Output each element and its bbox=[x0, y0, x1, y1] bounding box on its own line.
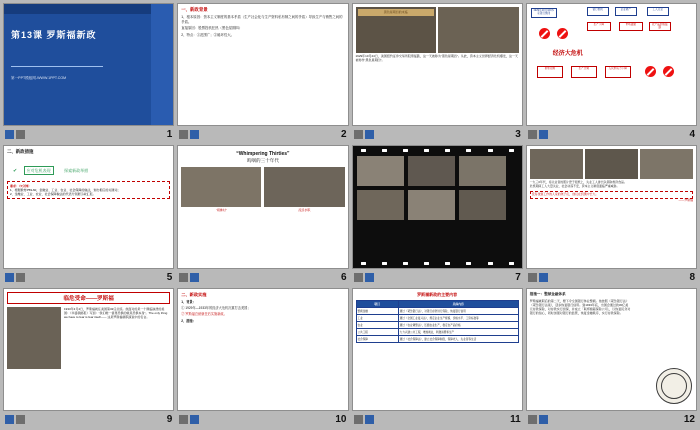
slide-1[interactable] bbox=[3, 3, 174, 126]
slide-4-stop-icon-1 bbox=[539, 28, 550, 39]
slide-9[interactable] bbox=[3, 288, 174, 411]
slide-4[interactable] bbox=[526, 3, 697, 126]
slide-number-3: 3 bbox=[515, 129, 521, 141]
slide-3-photo-building bbox=[438, 7, 519, 53]
slide-4-box-6: 农产品价格猛跌 bbox=[649, 22, 671, 31]
slide-number-12: 12 bbox=[683, 413, 695, 425]
table-row bbox=[356, 307, 518, 314]
slide-6[interactable] bbox=[177, 145, 348, 268]
slide-number-10: 10 bbox=[335, 413, 347, 425]
table-cell-r2c1: 通过《农业调整法》，压缩农业生产，稳定农产品价格 bbox=[398, 321, 518, 328]
slide-1-source: 第一PPT模板网-WWW.1PPT.COM bbox=[11, 76, 67, 80]
slide-10-bg-title: 1、背景： bbox=[181, 299, 196, 304]
slide-cell-7[interactable] bbox=[352, 145, 523, 284]
slide-5-tab-1[interactable]: 应对危机表现 bbox=[24, 166, 54, 175]
slide-3-caption: 1929年10月24日，美国纽约证券交易所股票猛跌，这一天被称为“黑色星期四”。从此，资本主义世界经济危机爆发，这一天被称作“黑色星期四”。 bbox=[355, 54, 518, 62]
thumb-dots-9 bbox=[5, 415, 25, 424]
slide-number-7: 7 bbox=[515, 271, 521, 283]
slide-cell-2[interactable] bbox=[177, 3, 348, 142]
slide-7-film-strip bbox=[353, 146, 522, 267]
table-row bbox=[356, 321, 518, 328]
thumb-dots-2 bbox=[179, 130, 199, 139]
slide-4-box-3: 工人失业 bbox=[647, 7, 669, 16]
table-row bbox=[356, 314, 518, 321]
table-row bbox=[356, 328, 518, 335]
slide-4-box-note: 1929年10月100多家银行倒闭 bbox=[531, 8, 557, 18]
slide-8-line-1: 一九三0年代，将失业者的照片登于报纸上，失业工人排长队领取救济食品。 bbox=[529, 180, 627, 185]
thumb-dots-6 bbox=[179, 273, 199, 282]
table-cell-r2c0: 农业 bbox=[356, 321, 398, 328]
slide-number-4: 4 bbox=[689, 129, 695, 141]
thumb-dots-5 bbox=[5, 273, 25, 282]
slide-12-heading: 措施一：整顿金融体系 bbox=[529, 291, 566, 296]
slide-6-quote-cn: 呜咽的三十年代 bbox=[246, 158, 279, 164]
slide-8-red-note: 没有找到工作的人家的孩子们，他们在饥饿中长大。 bbox=[530, 191, 693, 199]
slide-number-9: 9 bbox=[166, 413, 173, 425]
slide-5-req-2: 2、金融业、工业、农业、社会保障做法的代表分别展示故汇报。 bbox=[10, 192, 96, 197]
slide-10-heading: 二、新政实施 bbox=[181, 291, 207, 297]
slide-8[interactable] bbox=[526, 145, 697, 268]
table-cell-r3c0: 公共工程 bbox=[356, 328, 398, 335]
slide-10-meta bbox=[177, 412, 348, 427]
slide-cell-3[interactable] bbox=[352, 3, 523, 142]
slide-cell-4[interactable] bbox=[526, 3, 697, 142]
slide-4-box-8: 生产过剩 bbox=[571, 66, 597, 78]
table-cell-r1c1: 通过《全国工业复兴法》，规定企业生产规模、价格水平、工资标准等 bbox=[398, 314, 518, 321]
slide-1-rule bbox=[11, 66, 103, 67]
slide-1-meta bbox=[3, 127, 174, 142]
slide-2-line-1: 1、根本原因：资本主义制度的基本矛盾（生产社会化与生产资料私有制之间的矛盾）导致生产与销售之间的矛盾。 bbox=[181, 15, 343, 24]
slide-4-stop-icon-4 bbox=[663, 66, 674, 77]
slide-9-title: 临危受命——罗斯福 bbox=[7, 292, 170, 304]
thumb-dots-11 bbox=[354, 415, 374, 424]
table-cell-r3c1: 大力兴建公共工程，增加就业，刺激消费和生产 bbox=[398, 328, 518, 335]
slide-4-box-4: 生产下降 bbox=[587, 22, 611, 31]
thumb-dots-7 bbox=[354, 273, 374, 282]
slide-4-box-7: 供求失衡 bbox=[537, 66, 563, 78]
slide-2-line-2: 直接原因：股票投机狂热（黑色星期四） bbox=[181, 26, 243, 31]
slide-3[interactable] bbox=[352, 3, 523, 126]
slide-1-sidebar bbox=[151, 4, 173, 125]
slide-5[interactable] bbox=[3, 145, 174, 268]
slide-9-text: 1933年3月4日，罗斯福就任美国第32任总统。他面对的是一个濒临崩溃的美国：《华盛顿邮报》写到：“我们唯一值得恐惧的就是恐惧本身”。The only thing we have to fear is fear itself—— 这是罗斯福就职演说中的名言。 bbox=[64, 306, 168, 319]
slide-5-tab-2[interactable]: 探索新政举措 bbox=[64, 168, 89, 174]
slide-number-6: 6 bbox=[340, 271, 347, 283]
table-cell-r0c1: 通过《紧急银行法》，对银行存款进行保险，恢复银行信用 bbox=[398, 307, 518, 314]
slide-3-meta bbox=[352, 127, 523, 142]
table-cell-r1c0: 工业 bbox=[356, 314, 398, 321]
slide-7-frame-6 bbox=[459, 190, 506, 220]
table-col-0: 项目 bbox=[356, 300, 398, 307]
thumb-dots-4 bbox=[528, 130, 548, 139]
thumb-dots-3 bbox=[354, 130, 374, 139]
slide-10[interactable] bbox=[177, 288, 348, 411]
slide-cell-10[interactable] bbox=[177, 288, 348, 427]
slide-10-bg-1: ① 1929年—1933年的经济大危机沉重打击美国； bbox=[181, 305, 251, 310]
slide-number-2: 2 bbox=[340, 129, 347, 141]
slide-12[interactable] bbox=[526, 288, 697, 411]
slide-cell-11[interactable] bbox=[352, 288, 523, 427]
slide-4-center-label: 经济大危机 bbox=[552, 51, 583, 57]
slide-10-bg-2: ② 罗斯福总统就任后实施新政。 bbox=[181, 312, 227, 317]
slide-4-box-1: 银行倒闭 bbox=[587, 7, 609, 16]
thumb-dots-10 bbox=[179, 415, 199, 424]
slide-cell-1[interactable] bbox=[3, 3, 174, 142]
slide-4-box-2: 企业破产 bbox=[615, 7, 637, 16]
slide-7-frame-4 bbox=[357, 190, 404, 220]
table-header-row bbox=[356, 300, 518, 307]
slide-6-caption-1: “胡佛村” bbox=[215, 208, 227, 213]
slide-11-meta bbox=[352, 412, 523, 427]
slide-11-table bbox=[356, 300, 519, 343]
slide-5-req-1: 1、根据教材P59-60，金融业、工业、农业、社会保障的做法，划出相应的关键词； bbox=[10, 188, 121, 193]
table-row bbox=[356, 335, 518, 342]
slide-12-text: 罗斯福就职后的第二天，便下令全国银行休业整顿。他按照《紧急银行法》（紧急银行法案），逐步恢复银行信用。到1933年底，出国会通过的30亿美元存款保险，对存款实行担保，并成立「联邦储蓄保险公司」，以恢复民众对银行的信心，同时加强对银行的监管，恢复金融秩序，实行存款保险。 bbox=[529, 298, 631, 316]
thumb-dots-12 bbox=[528, 415, 548, 424]
slide-8-signature: ——罗斯福 bbox=[678, 197, 693, 202]
slide-4-box-5: 市场萎缩 bbox=[619, 22, 643, 31]
slide-cell-9[interactable] bbox=[3, 288, 174, 427]
slide-6-quote-en: “Whimpering Thirties” bbox=[236, 151, 290, 158]
table-cell-r4c0: 社会保障 bbox=[356, 335, 398, 342]
slide-5-requirements bbox=[7, 181, 170, 199]
slide-7-frame-1 bbox=[357, 156, 404, 186]
slide-cell-6[interactable] bbox=[177, 145, 348, 284]
film-perforations-bottom bbox=[353, 261, 522, 267]
slide-number-5: 5 bbox=[166, 271, 173, 283]
film-perforations-top bbox=[353, 147, 522, 153]
slide-3-photo-crowd bbox=[356, 7, 437, 53]
slide-9-portrait bbox=[7, 307, 61, 369]
slide-4-stop-icon-2 bbox=[557, 28, 568, 39]
slide-4-box-9: 人民购买力下降 bbox=[605, 66, 631, 78]
slide-2-heading: 一、新政背景 bbox=[181, 7, 208, 12]
thumb-dots-8 bbox=[528, 273, 548, 282]
slide-5-meta bbox=[3, 270, 174, 285]
seal-icon bbox=[656, 368, 692, 404]
slide-2[interactable] bbox=[177, 3, 348, 126]
slide-11[interactable] bbox=[352, 288, 523, 411]
slide-7[interactable] bbox=[352, 145, 523, 268]
slide-11-title: 罗斯福新政的主要内容 bbox=[417, 291, 458, 297]
slide-8-line-2: 危机期间工人大量失业，社会动荡不安，资本主义制度面临严重威胁。 bbox=[529, 184, 620, 189]
slide-6-meta bbox=[177, 270, 348, 285]
thumb-dots-1 bbox=[5, 130, 25, 139]
slide-4-stop-icon-3 bbox=[645, 66, 656, 77]
slide-7-frame-2 bbox=[408, 156, 455, 186]
slide-1-topbar bbox=[4, 4, 173, 14]
slide-7-frame-3 bbox=[459, 156, 506, 186]
slide-number-11: 11 bbox=[510, 413, 521, 425]
slide-7-frame-5 bbox=[408, 190, 455, 220]
slide-8-meta bbox=[526, 270, 697, 285]
slide-7-meta bbox=[352, 270, 523, 285]
slide-2-meta bbox=[177, 127, 348, 142]
slide-8-photo-3 bbox=[640, 149, 693, 179]
table-col-1: 具体内容 bbox=[398, 300, 518, 307]
check-icon: ✔ bbox=[13, 168, 18, 175]
slide-8-photo-2 bbox=[585, 149, 638, 179]
slide-cell-12[interactable] bbox=[526, 288, 697, 427]
slide-2-line-3: 2、特点：①范围广；②破坏性大。 bbox=[181, 32, 234, 37]
slide-1-title: 第13课 罗斯福新政 bbox=[11, 30, 97, 40]
table-cell-r4c1: 通过《社会保障法》，建立社会保障制度，保障老人、失业者等生活 bbox=[398, 335, 518, 342]
slide-5-req-title: 要求：（5分钟） bbox=[10, 184, 32, 189]
slide-cell-5[interactable] bbox=[3, 145, 174, 284]
slide-6-photo-1 bbox=[181, 167, 261, 207]
slide-3-banner: 黑色星期四的来临 bbox=[358, 9, 435, 16]
slide-cell-8[interactable] bbox=[526, 145, 697, 284]
slide-9-meta bbox=[3, 412, 174, 427]
table-cell-r0c0: 整顿金融 bbox=[356, 307, 398, 314]
slide-number-1: 1 bbox=[166, 129, 173, 141]
slide-number-8: 8 bbox=[689, 271, 695, 283]
slide-6-caption-2: 流浪求职 bbox=[298, 208, 311, 213]
slide-5-heading: 二、新政措施 bbox=[7, 149, 34, 155]
slide-12-meta bbox=[526, 412, 697, 427]
slide-8-photo-1 bbox=[530, 149, 583, 179]
slide-4-meta bbox=[526, 127, 697, 142]
slide-6-photo-2 bbox=[264, 167, 344, 207]
slide-10-measures-title: 2、措施： bbox=[181, 318, 196, 323]
